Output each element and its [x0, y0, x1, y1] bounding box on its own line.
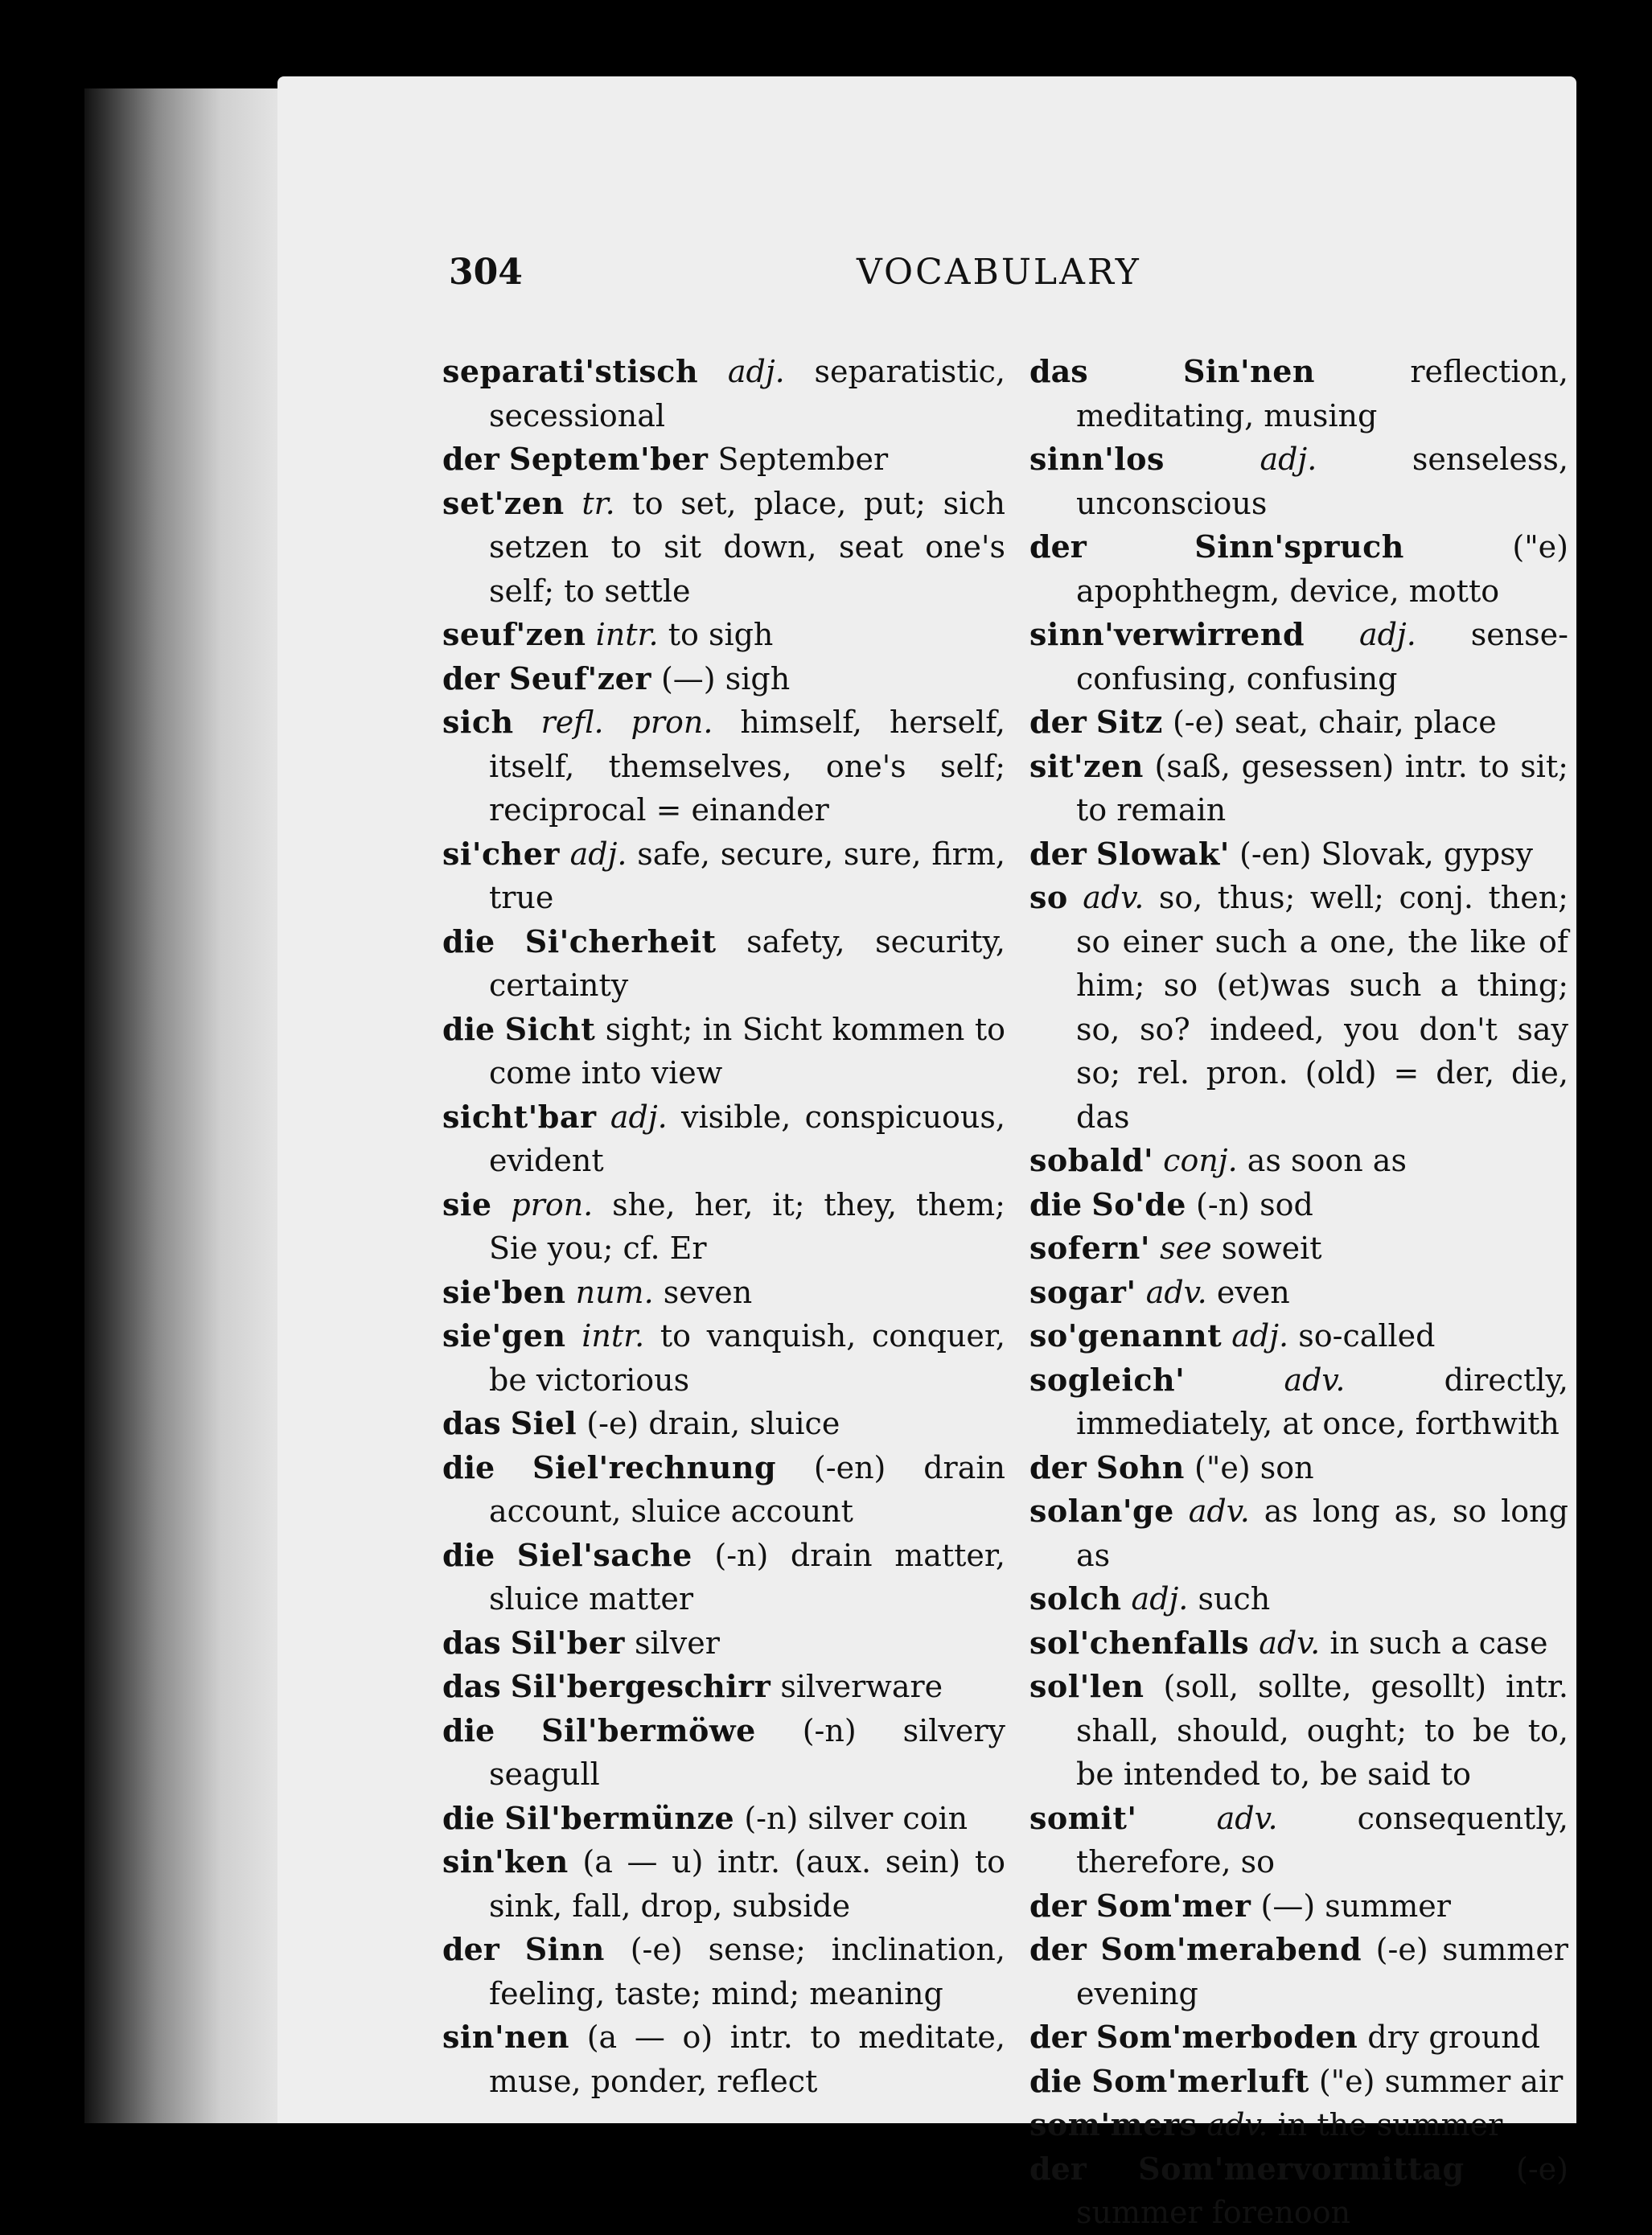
dictionary-entry: [1029, 1621, 1568, 1666]
headword: Septem'ber: [508, 441, 709, 477]
grammar-label: adv.: [1083, 880, 1144, 915]
dictionary-entry: [442, 1314, 1005, 1402]
headword: Seuf'zer: [508, 659, 651, 696]
definition: in the summer: [1277, 2107, 1503, 2143]
definition: (-e) summer forenoon: [1076, 2151, 1568, 2230]
headword: sicht'bar: [442, 1098, 597, 1135]
definition: (-e) sense; inclination, feeling, taste; mind; meaning: [489, 1932, 1005, 2011]
dictionary-entry: [1029, 1226, 1568, 1271]
dictionary-entry: [1029, 525, 1568, 613]
definition: (-e) summer evening: [1076, 1932, 1568, 2011]
definition: to set, place, put; sich setzen to sit down, seat one's self; to settle: [489, 485, 1005, 609]
article: der: [1029, 835, 1087, 872]
dictionary-entry: [1029, 1928, 1568, 2015]
definition: as soon as: [1247, 1143, 1407, 1178]
grammar-label: adv.: [1206, 2107, 1268, 2143]
headword: Si'cherheit: [524, 922, 717, 959]
definition: to sigh: [668, 617, 774, 652]
headword: Sohn: [1095, 1448, 1185, 1485]
dictionary-entry: [1029, 1314, 1568, 1358]
grammar-label: pron.: [511, 1186, 594, 1222]
headword: Siel'sache: [516, 1536, 692, 1573]
definition: directly, immediately, at once, forthwith: [1076, 1362, 1568, 1441]
dictionary-entry: [1029, 832, 1568, 877]
grammar-label: see: [1160, 1230, 1212, 1266]
dictionary-entry: [442, 350, 1005, 438]
article: die: [442, 922, 495, 959]
running-head: VOCABULARY: [857, 252, 1141, 293]
grammar-label: tr.: [581, 485, 615, 521]
definition: as long as, so long as: [1076, 1493, 1568, 1573]
headword: si'cher: [442, 835, 560, 872]
dictionary-entry: [442, 1621, 1005, 1666]
headword: sol'chenfalls: [1029, 1624, 1250, 1661]
definition: (-n) silver coin: [744, 1800, 968, 1836]
definition: ("e) son: [1194, 1449, 1314, 1485]
headword: som'mers: [1029, 2106, 1198, 2143]
dictionary-entry: [1029, 2103, 1568, 2147]
headword: set'zen: [442, 484, 565, 521]
definition: (a — o) intr. to meditate, muse, ponder, reflect: [489, 2019, 1005, 2099]
article: der: [1029, 704, 1087, 740]
definition: safe, secure, sure, firm, true: [489, 836, 1005, 915]
left-column: [442, 350, 1005, 2103]
dictionary-entry: [1029, 1183, 1568, 1227]
dictionary-entry: [442, 482, 1005, 614]
definition: (-en) drain account, sluice account: [489, 1449, 1005, 1529]
headword: Slowak': [1095, 835, 1230, 872]
article: die: [442, 1711, 495, 1748]
headword: Sil'bergeschirr: [510, 1668, 771, 1704]
grammar-label: refl. pron.: [540, 705, 713, 740]
dictionary-entry: [442, 832, 1005, 920]
dictionary-entry: [442, 1446, 1005, 1534]
dictionary-page: [277, 76, 1576, 2230]
headword: Sin'nen: [1182, 353, 1316, 389]
definition: silverware: [780, 1669, 943, 1704]
grammar-label: intr.: [595, 617, 659, 652]
definition: consequently, therefore, so: [1076, 1800, 1568, 1880]
article: die: [442, 1010, 495, 1047]
definition: visible, conspicuous, evident: [489, 1099, 1005, 1178]
definition: to vanquish, conquer, be victorious: [489, 1318, 1005, 1398]
headword: sin'nen: [442, 2019, 570, 2055]
headword: Som'merboden: [1095, 2019, 1358, 2055]
definition: (soll, sollte, gesollt) intr. shall, should, ought; to be to, be intended to, be said to: [1076, 1669, 1568, 1792]
definition: (-e) drain, sluice: [586, 1406, 840, 1441]
definition: (-n) sod: [1196, 1186, 1313, 1222]
headword: Sinn: [524, 1931, 605, 1967]
headword: sobald': [1029, 1142, 1154, 1178]
dictionary-entry: [1029, 1665, 1568, 1797]
dictionary-entry: [442, 700, 1005, 832]
definition: sense-confusing, confusing: [1076, 617, 1568, 696]
dictionary-entry: [1029, 876, 1568, 1139]
definition: separatistic, secessional: [489, 354, 1005, 433]
article: der: [1029, 2150, 1087, 2187]
grammar-label: conj.: [1163, 1143, 1238, 1178]
definition: such: [1198, 1581, 1271, 1617]
dictionary-entry: [1029, 1446, 1568, 1490]
definition: (-en) Slovak, gypsy: [1239, 836, 1533, 872]
article: das: [442, 1624, 501, 1661]
dictionary-entry: [1029, 1577, 1568, 1621]
definition: (—) sigh: [660, 660, 791, 696]
headword: Som'mer: [1095, 1887, 1251, 1924]
dictionary-entry: [442, 1095, 1005, 1183]
dictionary-entry: [1029, 2015, 1568, 2060]
article: der: [1029, 2019, 1087, 2055]
headword: Siel: [510, 1405, 577, 1441]
definition: dry ground: [1367, 2019, 1540, 2055]
grammar-label: adv.: [1145, 1274, 1207, 1310]
dictionary-entry: [442, 1183, 1005, 1271]
definition: (—) summer: [1260, 1888, 1451, 1924]
article: der: [442, 1931, 499, 1967]
grammar-label: adv.: [1216, 1800, 1278, 1836]
article: der: [1029, 1931, 1087, 1967]
headword: Sil'bermünze: [504, 1799, 735, 1836]
article: die: [1029, 1185, 1083, 1222]
article: die: [1029, 2062, 1083, 2099]
dictionary-entry: [1029, 1139, 1568, 1183]
definition: silver: [635, 1625, 720, 1661]
article: das: [442, 1405, 501, 1441]
headword: solan'ge: [1029, 1493, 1174, 1529]
definition: ("e) apophthegm, device, motto: [1076, 529, 1568, 609]
headword: sich: [442, 704, 514, 740]
definition: senseless, unconscious: [1076, 442, 1568, 521]
dictionary-entry: [1029, 1271, 1568, 1315]
article: der: [442, 659, 499, 696]
headword: sinn'verwirrend: [1029, 616, 1305, 652]
grammar-label: adj.: [727, 354, 785, 389]
definition: seven: [663, 1274, 753, 1310]
definition: safety, security, certainty: [489, 923, 1005, 1003]
dictionary-entry: [442, 1709, 1005, 1797]
dictionary-entry: [1029, 2060, 1568, 2104]
grammar-label: intr.: [581, 1318, 645, 1354]
dictionary-entry: [1029, 745, 1568, 832]
page-header: [277, 252, 1576, 300]
dictionary-entry: [1029, 613, 1568, 700]
headword: so'genannt: [1029, 1317, 1223, 1354]
headword: Sil'ber: [510, 1624, 625, 1661]
definition: reflection, meditating, musing: [1076, 354, 1568, 433]
dictionary-entry: [442, 920, 1005, 1008]
headword: sogar': [1029, 1273, 1136, 1310]
definition: sight; in Sicht kommen to come into view: [489, 1011, 1005, 1091]
dictionary-entry: [1029, 700, 1568, 745]
headword: sie'gen: [442, 1317, 566, 1354]
article: die: [442, 1799, 495, 1836]
dictionary-entry: [1029, 1358, 1568, 1446]
definition: September: [717, 442, 889, 477]
article: das: [1029, 353, 1088, 389]
dictionary-entry: [442, 1534, 1005, 1621]
headword: sin'ken: [442, 1843, 569, 1880]
article: der: [1029, 528, 1087, 565]
headword: solch: [1029, 1580, 1122, 1617]
article: die: [442, 1448, 495, 1485]
grammar-label: adj.: [1231, 1318, 1289, 1354]
article: die: [442, 1536, 495, 1573]
headword: seuf'zen: [442, 616, 586, 652]
dictionary-entry: [1029, 1489, 1568, 1577]
headword: Sitz: [1095, 704, 1163, 740]
dictionary-entry: [1029, 438, 1568, 525]
dictionary-entry: [442, 1797, 1005, 1841]
grammar-label: adv.: [1259, 1625, 1321, 1661]
headword: separati'stisch: [442, 353, 699, 389]
definition: ("e) summer air: [1318, 2063, 1564, 2099]
dictionary-entry: [442, 1665, 1005, 1709]
article: der: [442, 441, 499, 477]
grammar-label: adj.: [1260, 442, 1317, 477]
headword: Som'merabend: [1100, 1931, 1362, 1967]
definition: so, thus; well; conj. then; so einer such a one, the like of him; so (et)was such a thing; so, so? indeed, you don't say so; rel. pron. (old) = der, die, das: [1076, 880, 1568, 1135]
headword: sit'zen: [1029, 747, 1144, 784]
headword: sol'len: [1029, 1668, 1144, 1704]
headword: so: [1029, 879, 1068, 915]
grammar-label: adj.: [569, 836, 627, 872]
headword: Siel'rechnung: [532, 1448, 777, 1485]
dictionary-entry: [442, 438, 1005, 482]
dictionary-entry: [442, 1008, 1005, 1095]
article: der: [1029, 1887, 1087, 1924]
grammar-label: adj.: [1131, 1581, 1189, 1617]
headword: So'de: [1091, 1185, 1186, 1222]
headword: sinn'los: [1029, 441, 1165, 477]
headword: sie'ben: [442, 1273, 566, 1310]
headword: sie: [442, 1185, 492, 1222]
headword: sofern': [1029, 1230, 1151, 1266]
book-page-edge: [84, 88, 294, 2123]
dictionary-entry: [1029, 2147, 1568, 2235]
definition: himself, herself, itself, themselves, one's self; reciprocal = einander: [489, 705, 1005, 828]
page-number: 304: [449, 252, 523, 293]
article: der: [1029, 1448, 1087, 1485]
dictionary-entry: [442, 1271, 1005, 1315]
dictionary-entry: [442, 1402, 1005, 1446]
definition: (saß, gesessen) intr. to sit; to remain: [1076, 748, 1568, 828]
headword: Sil'bermöwe: [541, 1711, 756, 1748]
definition: in such a case: [1329, 1625, 1548, 1661]
definition: (-n) silvery seagull: [489, 1712, 1005, 1792]
definition: she, her, it; they, them; Sie you; cf. Er: [489, 1186, 1005, 1266]
headword: Sinn'spruch: [1194, 528, 1404, 565]
definition: (a — u) intr. (aux. sein) to sink, fall, drop, subside: [489, 1844, 1005, 1924]
right-column: [1029, 350, 1568, 2235]
grammar-label: adv.: [1284, 1362, 1346, 1398]
dictionary-entry: [442, 2015, 1005, 2103]
definition: (-n) drain matter, sluice matter: [489, 1537, 1005, 1617]
dictionary-entry: [442, 657, 1005, 701]
headword: Som'mervormittag: [1138, 2150, 1465, 2187]
definition: soweit: [1221, 1230, 1322, 1266]
dictionary-entry: [442, 1928, 1005, 2015]
dictionary-entry: [1029, 350, 1568, 438]
headword: sogleich': [1029, 1361, 1186, 1398]
headword: Sicht: [504, 1010, 596, 1047]
dictionary-entry: [442, 1840, 1005, 1928]
definition: even: [1216, 1274, 1290, 1310]
article: das: [442, 1668, 501, 1704]
definition: (-e) seat, chair, place: [1172, 705, 1497, 740]
headword: Som'merluft: [1091, 2062, 1309, 2099]
definition: so-called: [1298, 1318, 1436, 1354]
grammar-label: adj.: [610, 1099, 668, 1135]
dictionary-entry: [1029, 1884, 1568, 1929]
grammar-label: adj.: [1358, 617, 1416, 652]
grammar-label: num.: [575, 1274, 654, 1310]
grammar-label: adv.: [1188, 1493, 1250, 1529]
headword: somit': [1029, 1799, 1137, 1836]
dictionary-entry: [442, 613, 1005, 657]
dictionary-entry: [1029, 1797, 1568, 1884]
